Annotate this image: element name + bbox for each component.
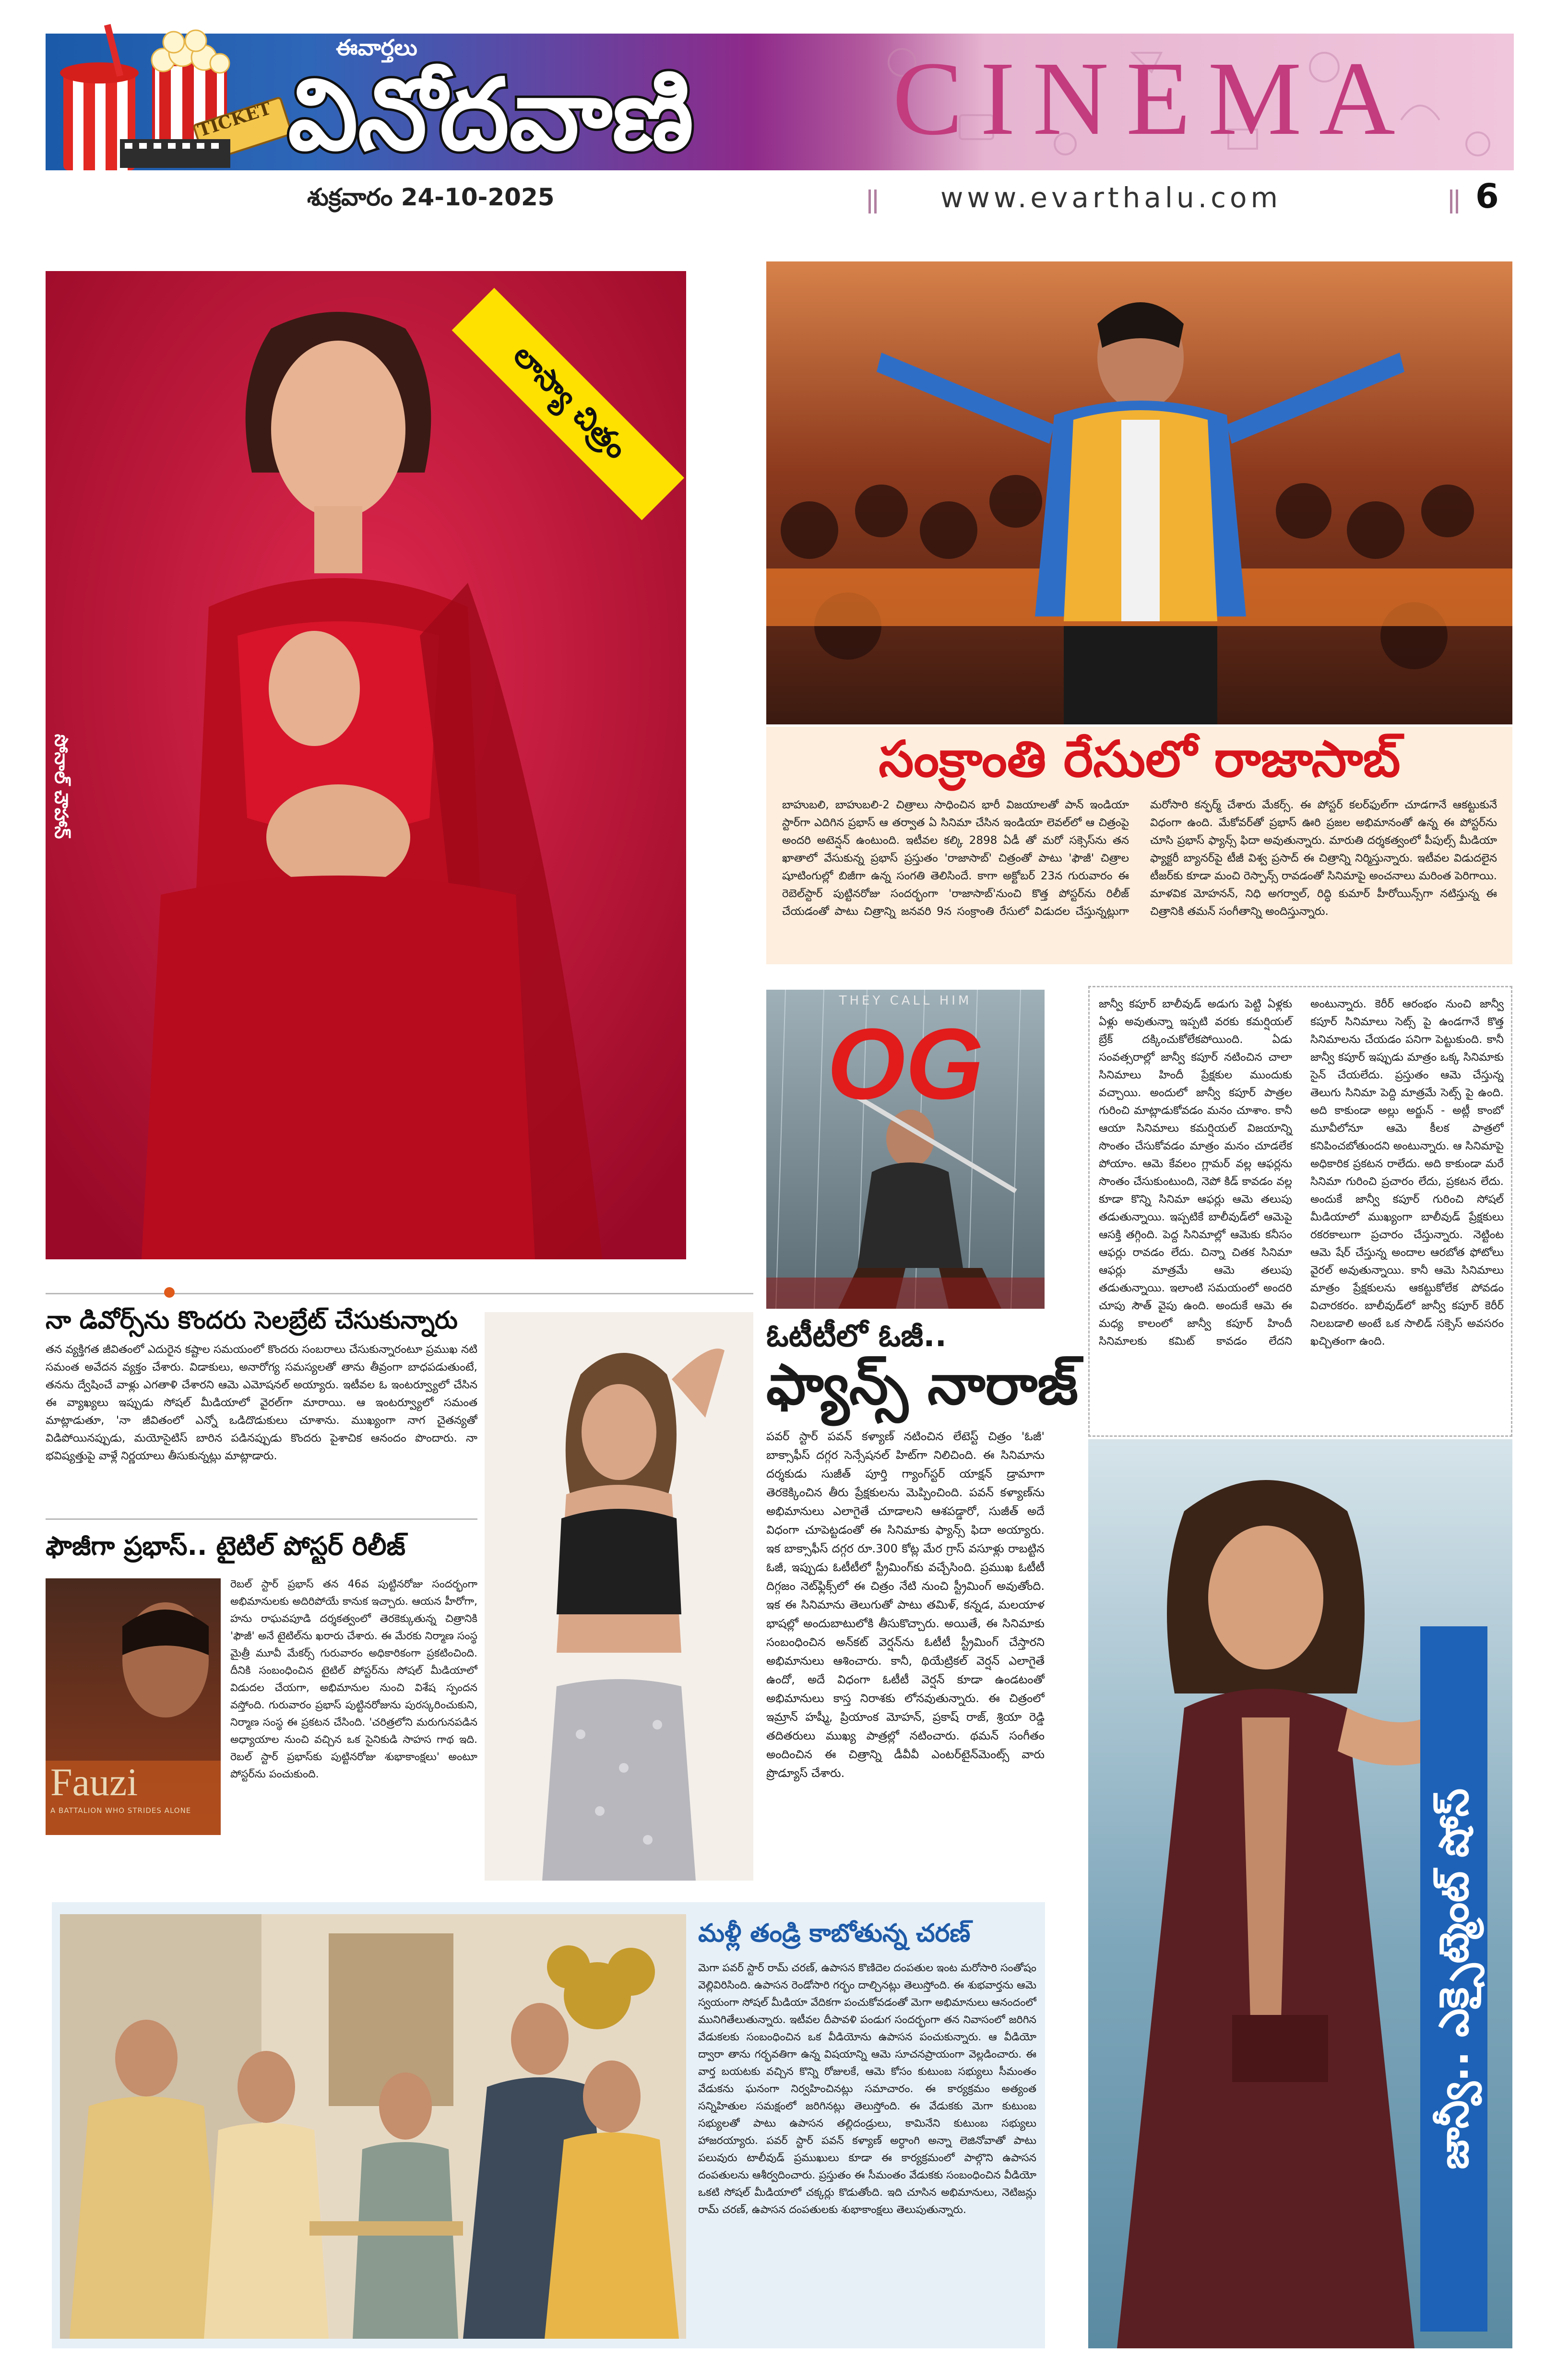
charan-photo	[60, 1914, 686, 2339]
janhvi-body: జాన్వీ కపూర్ బాలీవుడ్ అడుగు పెట్టి ఏళ్లకు ఏళ్లు అవుతున్నా ఇప్పటి వరకు కమర్షియల్ బ్రేక్ దక్కించుకోలేకపోయింది. ఏడు సంవత్సరాల్లో జాన్వీ కపూర్ నటించిన చాలా సినిమాలు హిందీ ప్రేక్షకుల ముందుకు వచ్చాయి. అందులో జాన్వీ కపూర్ పాత్రల గురించి మాట్లాడుకోవడం మనం చూశాం. కానీ ఆయా సినిమాలు కమర్షియల్ విజయాన్ని సొంతం చేసుకోవడం మాత్రం మనం చూడలేక పోయాం. ఆమె కేవలం గ్లామర్ వల్ల ఆఫర్లను సొంతం చేసుకుంటుంది, నెపో కిడ్ కావడం వల్ల కూడా కొన్ని సినిమా ఆఫర్లు ఆమె తలుపు తడుతున్నాయి. ఇప్పటికే బాలీవుడ్‌లో ఆమెపై ఆసక్తి తగ్గింది. పెద్ద సినిమాల్లో ఆమెకు కనీసం ఆఫర్లు రావడం లేదు. చిన్నా చితక సినిమా ఆఫర్లు మాత్రమే ఆమె తలుపు తడుతున్నాయి. ఇలాంటి సమయంలో అందరి చూపు సౌత్ వైపు ఉంది. అందుకే ఆమె ఈ మధ్య కాలంలో జాన్వీ కపూర్ హిందీ సినిమాలకు కమిట్ కావడం లేదని అంటున్నారు. కెరీర్ ఆరంభం నుంచి జాన్వీ కపూర్ సినిమాలు సెట్స్ పై ఉండగానే కొత్త సినిమాలను చేయడం పనిగా పెట్టుకుంది. కానీ జాన్వీ కపూర్ ఇప్పుడు మాత్రం ఒక్క సినిమాకు సైన్ చేయలేదు. ప్రస్తుతం ఆమె చేస్తున్న తెలుగు సినిమా పెద్ది మాత్రమే సెట్స్ పై ఉంది. అది కాకుండా అల్లు అర్జున్ - అట్లీ కాంబో మూవీలోనూ ఆమె కీలక పాత్రలో కనిపించబోతుందని అంటున్నారు. ఆ సినిమాపై అధికారిక ప్రకటన రాలేదు. అది కాకుండా మరే సినిమా గురించి ప్రచారం లేదు, ప్రకటన లేదు. అందుకే జాన్వీ కపూర్ గురించి సోషల్ మీడియాలో ముఖ్యంగా బాలీవుడ్ ప్రేక్షకులు రకరకాలుగా ప్రచారం చేస్తున్నారు. నెట్టింట ఆమె షేర్ చేస్తున్న అందాల ఆరబోత ఫోటోలు వైరల్ అవుతున్నాయి. కానీ ఆమె సినిమాలు మాత్రం ప్రేక్షకులను ఆకట్టుకోలేక పోవడం విచారకరం. బాలీవుడ్‌లో జాన్వీ కపూర్ కెరీర్ నిలబడాలి అంటే ఒక సాలిడ్ సక్సెస్ అవసరం ఖచ్చితంగా ఉంది.	[1099, 998, 1504, 1348]
rule-above-samantha	[46, 1293, 753, 1294]
fauzi-poster-title: Fauzi	[50, 1760, 138, 1804]
photo-caption: సోనాల్ చౌహాన్	[51, 734, 72, 839]
lasya-corner-label: లాస్యా చిత్రం	[506, 337, 635, 466]
samantha-body: తన వ్యక్తిగత జీవితంలో ఎదురైన కష్టాల సమయంలో కొందరు సంబరాలు చేసుకున్నారంటూ ప్రముఖ నటి సమంత అవేదన వ్యక్తం చేశారు. విడాకులు, అనారోగ్య సమస్యలతో తాను తీవ్రంగా బాధపడుతుంటే, తనను ద్వేషించే వాళ్లు ఎగతాళి చేశారని ఆమె ఎమోషనల్ అయ్యారు. ఇటీవల ఓ ఇంటర్వ్యూలో చేసిన ఈ వ్యాఖ్యలు ఇప్పుడు సోషల్ మీడియాలో వైరల్‌గా మారాయి. ఆ ఇంటర్వ్యూలో సమంత మాట్లాడుతూ, 'నా జీవితంలో ఎన్నో ఒడిదొడుకులు చూశాను. ముఖ్యంగా నాగ చైతన్యతో విడిపోయినప్పుడు, మయోసైటిస్ బారిన పడినప్పుడు కొందరు పైశాచిక ఆనందం పొందారు. నా భవిష్యత్తుపై వాళ్లే నిర్ణయాలు తీసుకున్నట్లు మాట్లాడారు.	[46, 1343, 477, 1462]
fauzi-poster	[46, 1578, 221, 1835]
rajasaab-photo	[766, 261, 1512, 724]
janhvi-side-banner-text: జాన్వీ.. ఎక్సైట్మెంట్ షోస్	[1430, 1788, 1477, 2170]
og-poster	[766, 990, 1045, 1309]
fauzi-headline: ఫౌజీగా ప్రభాస్.. టైటిల్ పోస్టర్ రిలీజ్	[46, 1531, 406, 1561]
brand-title: వినోదవాణి	[288, 58, 694, 172]
issue-date: శుక్రవారం 24-10-2025	[307, 183, 555, 211]
og-poster-tagline: THEY CALL HIM	[839, 994, 972, 1008]
section-word: CINEMA	[892, 40, 1413, 157]
fauzi-body: రెబల్ స్టార్ ప్రభాస్ తన 46వ పుట్టినరోజు సందర్భంగా అభిమానులకు అదిరిపోయే కానుక ఇచ్చారు. ఆయన హీరోగా, హను రాఘవపూడి దర్శకత్వంలో తెరకెక్కుతున్న చిత్రానికి 'ఫౌజీ' అనే టైటిల్‌ను ఖరారు చేశారు. ఈ మేరకు నిర్మాణ సంస్థ మైత్రీ మూవీ మేకర్స్ గురువారం అధికారికంగా ప్రకటించింది. దీనికి సంబంధించిన టైటిల్ పోస్టర్‌ను సోషల్ మీడియాలో విడుదల చేయగా, అభిమానుల నుంచి విశేష స్పందన వస్తోంది. గురువారం ప్రభాస్ పుట్టినరోజును పురస్కరించుకుని, నిర్మాణ సంస్థ ఈ ప్రకటన చేసింది. 'చరిత్రలోని మరుగునపడిన అధ్యాయాల నుంచి వచ్చిన ఒక సైనికుడి సాహస గాథ ఇది. రెబల్ స్టార్ ప్రభాస్‌కు పుట్టినరోజు శుభాకాంక్షలు' అంటూ పోస్టర్‌ను పంచుకుంది.	[230, 1578, 477, 1780]
og-headline-line1: ఓటీటీలో ఓజీ..	[766, 1318, 947, 1354]
ticket-label: TICKET	[195, 98, 274, 141]
page-number: 6	[1475, 177, 1499, 216]
masthead	[0, 0, 1557, 259]
fauzi-poster-tagline: A BATTALION WHO STRIDES ALONE	[50, 1806, 191, 1815]
og-body: పవర్ స్టార్ పవన్ కళ్యాణ్ నటించిన లేటెస్ట్ చిత్రం 'ఓజీ' బాక్సాఫీస్ దగ్గర సెన్సేషనల్ హిట్‌గా నిలిచింది. ఈ సినిమాను దర్శకుడు సుజీత్ పూర్తి గ్యాంగ్‌స్టర్ యాక్షన్ డ్రామాగా తెరకెక్కించిన తీరు ప్రేక్షకులను మెప్పించింది. పవన్ కళ్యాణ్‌ను అభిమానులు ఎలాగైతే చూడాలని ఆశపడ్డారో, సుజీత్ అదే విధంగా చూపెట్టడంతో ఈ సినిమాకు ఫ్యాన్స్ ఫిదా అయ్యారు. ఇక బాక్సాఫీస్ దగ్గర రూ.300 కోట్ల మేర గ్రాస్ వసూళ్లు రాబట్టిన ఓజీ, ఇప్పుడు ఓటీటీలో స్ట్రీమింగ్‌కు వచ్చేసింది. ప్రముఖ ఓటీటీ దిగ్గజం నెట్‌ఫ్లిక్స్‌లో ఈ చిత్రం నేటి నుంచి స్ట్రీమింగ్ అవుతోంది. ఇక ఈ సినిమాను తెలుగుతో పాటు తమిళ్, కన్నడ, మలయాళ భాషల్లో అందుబాటులోకి తీసుకొచ్చారు. అయితే, ఈ సినిమాకు సంబంధించిన అన్‌కట్ వెర్షన్‌ను ఓటీటీ స్ట్రీమింగ్ చేస్తారని అభిమానులు ఆశించారు. కానీ, థియేట్రికల్ వెర్షన్ ఎలాగైతే ఉందో, అదే విధంగా ఓటీటీ వెర్షన్ కూడా ఉండటంతో అభిమానులు కాస్త నిరాశకు లోనవుతున్నారు. ఈ చిత్రంలో ఇమ్రాన్ హష్మీ, ప్రియాంక మోహన్, ప్రకాష్ రాజ్, శ్రియా రెడ్డి తదితరులు ముఖ్య పాత్రల్లో నటించారు. థమన్ సంగీతం అందించిన ఈ చిత్రాన్ని డీవీవీ ఎంటర్‌టైన్‌మెంట్స్ వారు ప్రొడ్యూస్ చేశారు.	[766, 1430, 1045, 1780]
popcorn-cup-icon	[53, 19, 302, 178]
brand-small: ఈవార్తలు	[336, 35, 417, 60]
rajasaab-body: బాహుబలి, బాహుబలి-2 చిత్రాలు సాధించిన భారీ విజయాలతో పాన్ ఇండియా స్టార్‌గా ఎదిగిన ప్రభాస్ ఆ తర్వాత ఏ సినిమా చేసిన ఇండియా లెవల్‌లో ఆ చిత్రంపై అందరి అటెన్షన్ ఉంటుంది. ఇటీవల కల్కి 2898 ఏడీ తో మరో సక్సెస్‌ను తన ఖాతాలో వేసుకున్న ప్రభాస్ ప్రస్తుతం 'రాజాసాబ్' చిత్రంతో పాటు 'ఫౌజీ' చిత్రాల షూటింగుల్లో బిజీగా ఉన్న సంగతి తెలిసిందే. కాగా అక్టోబర్ 23న గురువారం ఈ రెబెల్‌స్టార్ పుట్టినరోజు సందర్భంగా 'రాజాసాబ్'నుంచి కొత్త పోస్టర్‌ను రిలీజ్ చేయడంతో పాటు చిత్రాన్ని జనవరి 9న సంక్రాంతి రేసులో విడుదల చేస్తున్నట్లుగా మరోసారి కన్ఫర్మ్ చేశారు మేకర్స్. ఈ పోస్టర్ కలర్‌ఫుల్‌గా చూడగానే ఆకట్టుకునే విధంగా ఉంది. మేకోవర్‌తో ప్రభాస్ ఊరి ప్రజల అభిమానంతో ఉన్న ఈ పోస్టర్‌ను చూసి ప్రభాస్ ఫ్యాన్స్ ఫిదా అవుతున్నారు. మారుతి దర్శకత్వంలో పీపుల్స్ మీడియా ఫ్యాక్టరీ బ్యానర్‌పై టీజీ విశ్వ ప్రసాద్ ఈ చిత్రాన్ని నిర్మిస్తున్నారు. ఇటీవల విడుదలైన టీజర్‌కు కూడా మంచి రెస్పాన్స్ రావడంతో సినిమాపై అంచనాలు మరింత పెరిగాయి. మాళవిక మోహనన్, నిధి అగర్వాల్, రిద్ధి కుమార్ హీరోయిన్స్‌గా నటిస్తున్న ఈ చిత్రానికి తమన్ సంగీతాన్ని అందిస్తున్నారు.	[782, 799, 1497, 918]
divider-2	[874, 189, 877, 213]
rule-above-fauzi	[46, 1518, 477, 1520]
samantha-headline: నా డివోర్స్‌ను కొందరు సెలబ్రేట్ చేసుకున్నారు	[46, 1306, 458, 1335]
section-dot	[164, 1287, 175, 1298]
og-poster-title: OG	[827, 1007, 984, 1120]
divider-4	[1456, 189, 1458, 213]
divider-1	[868, 189, 871, 213]
charan-body: మెగా పవర్ స్టార్ రామ్ చరణ్, ఉపాసన కొణిదెల దంపతుల ఇంట మరోసారి సంతోషం వెల్లివిరిసింది. ఉపాసన రెండోసారి గర్భం దాల్చినట్లు తెలుస్తోంది. ఈ శుభవార్తను ఆమె స్వయంగా సోషల్ మీడియా వేదికగా పంచుకోవడంతో మెగా అభిమానులు ఆనందంలో మునిగితేలుతున్నారు. ఇటీవల దీపావళి పండుగ సందర్భంగా తన నివాసంలో జరిగిన వేడుకలకు సంబంధించిన ఒక వీడియోను ఉపాసన పంచుకున్నారు. ఆ వీడియో ద్వారా తాను గర్భవతిగా ఉన్న విషయాన్ని ఆమె సూచనప్రాయంగా వెల్లడించారు. ఈ వార్త బయటకు వచ్చిన కొన్ని రోజులకే, ఆమె కోసం కుటుంబ సభ్యులు సీమంతం వేడుకను ఘనంగా నిర్వహించినట్లు సమాచారం. ఈ కార్యక్రమం అత్యంత సన్నిహితుల సమక్షంలో జరిగినట్లు తెలుస్తోంది. ఈ వేడుకకు మెగా కుటుంబ సభ్యులతో పాటు ఉపాసన తల్లిదండ్రులు, కామినేని కుటుంబ సభ్యులు హాజరయ్యారు. పవర్ స్టార్ పవన్ కళ్యాణ్ అర్ధాంగి అన్నా లెజినోవాతో పాటు పలువురు టాలీవుడ్ ప్రముఖులు కూడా ఈ కార్యక్రమంలో పాల్గొని ఉపాసన దంపతులను ఆశీర్వదించారు. ప్రస్తుతం ఈ సీమంతం వేడుకకు సంబంధించిన వీడియో ఒకటి సోషల్ మీడియాలో చక్కర్లు కొడుతోంది. ఇది చూసిన అభిమానులు, నెటిజన్లు రామ్ చరణ్, ఉపాసన దంపతులకు శుభాకాంక్షలు తెలుపుతున్నారు.	[698, 1962, 1036, 2216]
divider-3	[1450, 189, 1452, 213]
og-headline-line2: ఫ్యాన్స్ నారాజ్	[766, 1352, 1078, 1417]
website-link[interactable]: www.evarthalu.com	[940, 181, 1282, 214]
samantha-photo	[485, 1312, 753, 1881]
charan-headline: మళ్లీ తండ్రి కాబోతున్న చరణ్	[698, 1919, 971, 1948]
rajasaab-headline: సంక్రాంతి రేసులో రాజాసాబ్	[879, 730, 1401, 788]
